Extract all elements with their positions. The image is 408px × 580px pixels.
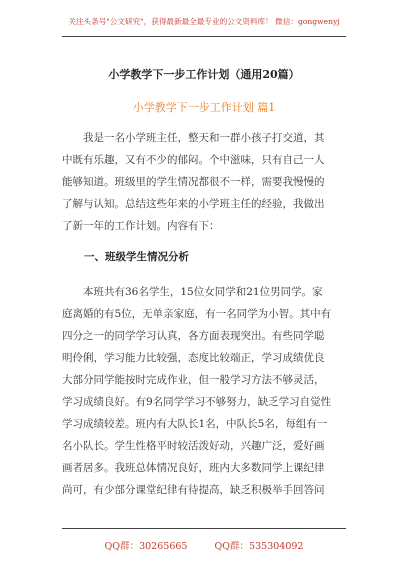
paragraph-line: 能够知道。班级里的学生情况都很不一样，需要我慢慢的 (62, 176, 325, 188)
paragraph-line: 明伶俐，学习能力比较强，态度比较端正，学习成绩优良 (62, 352, 325, 364)
intro-paragraph (62, 127, 346, 237)
footer-divider (62, 528, 346, 529)
paragraph-line: 了解与认知。总结这些年来的小学班主任的经验，我做出 (62, 198, 325, 210)
paragraph-line: 中既有乐趣，又有不少的郁闷。个中滋味，只有自己一人 (62, 154, 325, 166)
section-heading: 一、班级学生情况分析 (84, 251, 189, 263)
document-title: 小学教学下一步工作计划（通用20篇） (108, 68, 300, 81)
paragraph-line: 四分之一的同学学习认真，各方面表现突出。有些同学聪 (62, 330, 325, 342)
footer-qq-group-2: QQ群：535304092 (214, 541, 304, 552)
document-subtitle: 小学教学下一步工作计划 篇1 (132, 101, 276, 114)
paragraph-line: 名小队长。学生性格平时较活泼好动，兴趣广泛，爱好画 (62, 440, 325, 452)
paragraph-line: 大部分同学能按时完成作业，但一般学习方法不够灵活， (62, 374, 325, 386)
paragraph-line: 本班共有36名学生，15位女同学和21位男同学。家 (83, 286, 323, 298)
header-divider (62, 36, 346, 37)
paragraph-line: 了新一年的工作计划。内容有下： (62, 220, 220, 232)
header-promo-note: 关注头条号"公文研究"，获得最新最全最专业的公文资料库！ 微信：gongwenyj (68, 17, 340, 26)
paragraph-line: 学习成绩较差。班内有大队长1名，中队长5名，每组有一 (62, 418, 328, 430)
paragraph-line: 画者居多。我班总体情况良好，班内大多数同学上课纪律 (62, 462, 325, 474)
footer (0, 538, 408, 552)
section-paragraph (62, 281, 346, 501)
paragraph-line: 尚可，有少部分课堂纪律有待提高，缺乏积极举手回答问 (62, 484, 325, 496)
paragraph-line: 我是一名小学班主任，整天和一群小孩子打交道，其 (83, 132, 325, 144)
paragraph-line: 学习成绩良好。有9名同学学习不够努力，缺乏学习自觉性 (62, 396, 332, 408)
paragraph-line: 庭离婚的有5位，无单亲家庭，有一名同学为小智。其中有 (62, 308, 332, 320)
footer-qq-group-1: QQ群：30265665 (104, 541, 188, 552)
